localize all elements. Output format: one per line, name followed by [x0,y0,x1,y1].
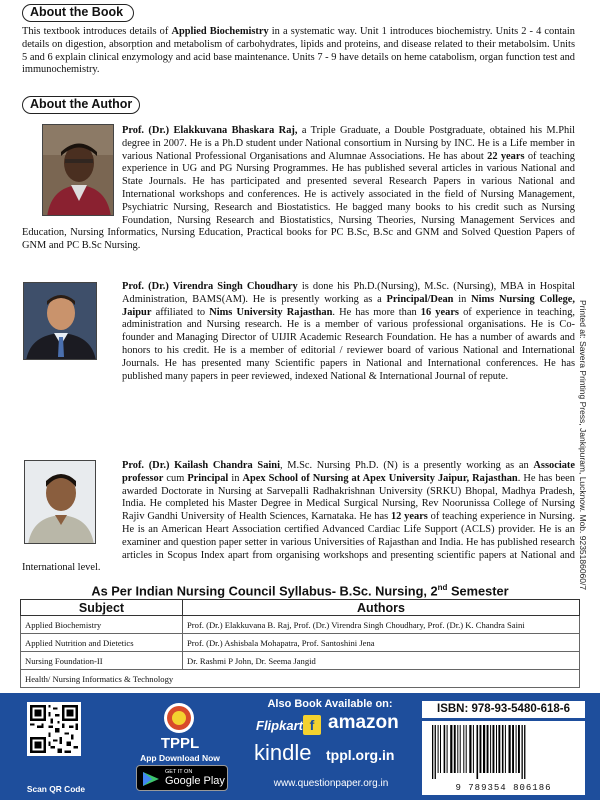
barcode-bar [524,725,525,779]
tppl-logo [163,702,195,734]
barcode-bar [498,725,500,773]
barcode-bar [509,725,511,773]
barcode-bar [518,725,520,773]
google-play-badge[interactable] [136,765,228,791]
subject-cell: Applied Biochemistry [21,616,183,634]
barcode-bar [512,725,514,773]
barcode-bar [447,725,448,773]
isbn-label: ISBN: 978-93-5480-618-6 [422,701,585,718]
also-available-label: Also Book Available on: [267,698,393,710]
get-it-on-label: GET IT ON [165,769,193,775]
barcode-bar [444,725,446,773]
printer-credit: Printed at: Savera Printing Press, Jankipuram, Lucknow. Mob. 9235186060/7 [578,300,588,591]
table-row [21,634,580,652]
barcode-bar [487,725,489,773]
barcode-bar [469,725,471,773]
barcode-bar [483,725,485,773]
google-play-label: Google Play [165,775,225,787]
barcode-bar [502,725,504,773]
flipkart-logo[interactable]: Flipkart [256,718,303,733]
barcode-bar [460,725,461,773]
barcode-bar [473,725,474,773]
qr-code[interactable] [27,702,81,756]
barcode-bar [496,725,497,773]
table-row [21,616,580,634]
barcode-bar [505,725,506,773]
authors-cell: Dr. Rashmi P John, Dr. Seema Jangid [183,652,580,670]
barcode-digits: 9 789354 806186 [455,783,552,793]
syllabus-table [20,599,580,688]
barcode-bar [490,725,491,773]
authors-cell: Prof. (Dr.) Elakkuvana B. Raj, Prof. (Dr.) Virendra Singh Choudhary, Prof. (Dr.) K. Chandra Saini [183,616,580,634]
subject-cell: Nursing Foundation-II [21,652,183,670]
about-book-heading: About the Book [22,4,134,22]
col-subject: Subject [21,600,183,616]
barcode-bar [466,725,467,773]
flipkart-icon: f [303,715,321,735]
barcode-bar [438,725,439,773]
barcode-bar [454,725,456,773]
barcode-bar [493,725,495,773]
authors-cell: Prof. (Dr.) Ashisbala Mohapatra, Prof. Santoshini Jena [183,634,580,652]
table-row [21,670,580,688]
barcode-bar [435,725,436,779]
table-row [21,652,580,670]
about-book-text: This textbook introduces details of Applied Biochemistry in a systematic way. Unit 1 introduces biochemistry. Units 2 - 4 contain details on digestion, absorption and metabolism of carbohydrates, lipids and proteins, and disease related to their metabolsim. Units 5 and 6 explain clinical enzymology and acid base maintenance. Units 7 - 9 have details on heme catabolism, organ function test and immunochemistry. [22,26,576,76]
subject-cell: Applied Nutrition and Dietetics [21,634,183,652]
questionpaper-website[interactable]: www.questionpaper.org.in [273,778,389,789]
tppl-website[interactable]: tppl.org.in [326,747,395,763]
barcode-bar [432,725,433,779]
syllabus-title: As Per Indian Nursing Council Syllabus- B.Sc. Nursing, 2nd Semester [91,583,509,599]
barcode-bar [480,725,482,773]
barcode-bar [440,725,441,773]
col-authors: Authors [183,600,580,616]
barcode-bar [450,725,452,773]
isbn-barcode [422,721,585,795]
author-3-bio: Prof. (Dr.) Kailash Chandra Saini, M.Sc. Nursing Ph.D. (N) is a presently working as an Associate professor cum Principal in Apex School of Nursing at Apex University Jaipur, Rajasthan. He has been awarded Doctorate in Nursing at Sarvepalli Radhakrishnan University (SRKU) Bhopal, Madhya Pradesh, India. He completed his Master Degree in Medical Surgical Nursing, Rev Noorunissa College of Nursing Rajiv Gandhi University of Health Sciences, Karnataka. He has 12 years of teaching experience in Nursing. He is an American Heart Association certified Advanced Cardiac Life Support (ACLS) provider. He is an examiner and question paper setter in various Universities of Rajasthan and India. He has published research articles in Scopus Index apart from organising workshops and presenting scientific papers at National and International level. [22,460,575,574]
kindle-logo[interactable]: kindle [254,740,312,765]
author-2-bio: Prof. (Dr.) Virendra Singh Choudhary is done his Ph.D.(Nursing), M.Sc. (Nursing), MBA in Hospital Administration, BAMS(AM). He is presently working as a Principal/Dean in Nims Nursing College, Jaipur affiliated to Nims University Rajasthan. He has more than 16 years of experience in teaching, administration and Nursing research. He is a member of various professional organisations. He is Co-founder and Managing Director of UIJIR Academic Research Foundation. He has a number of awards and honors to his credit. He is a member of editorial / reviewer board of various National and International Journals. He has presented many Scientific papers in National and International conferences. He has published many papers in peer reviewed, indexed National & International Journal of repute. [122,281,576,382]
scan-qr-label: Scan QR Code [26,784,86,794]
app-download-label: App Download Now [140,753,220,763]
barcode-bar [477,725,479,779]
publisher-name: TPPL [160,735,200,752]
subject-cell: Health/ Nursing Informatics & Technology [21,670,580,688]
barcode-bar [516,725,517,773]
barcode-bar [457,725,458,773]
barcode-bar [522,725,523,779]
play-icon [143,772,159,786]
amazon-logo[interactable]: amazon [328,712,399,733]
about-author-heading: About the Author [22,96,140,114]
barcode-bar [463,725,464,773]
author-1-bio: Prof. (Dr.) Elakkuvana Bhaskara Raj, a Triple Graduate, a Double Postgraduate, obtained his M.Phil degree in 2007. He is a Ph.D student under National consortium in Nursing by INC. He is a Life member in various National Professional Organisations and Alumnae Associations. He has about 22 years of teaching experience in UG and PG Nursing Programmes. He has published several articles in various National and State Journals. He has participated and presented several Research Papers in various National and International workshops and conferences. He is actively associated in the field of Nursing Management, Psychiatric Nursing, Research and Biostatistics. He bagged many books to his credit such as Nursing Foundation, Nursing Research and Biostatistics, Nursing Theories, Nursing Management Services and Education, Nursing Informatics, Nursing Education, Practical books for PC B.Sc, B.Sc and GNM and Solved Question Papers of GNM and PC B.Sc Nursing. [22,125,575,252]
